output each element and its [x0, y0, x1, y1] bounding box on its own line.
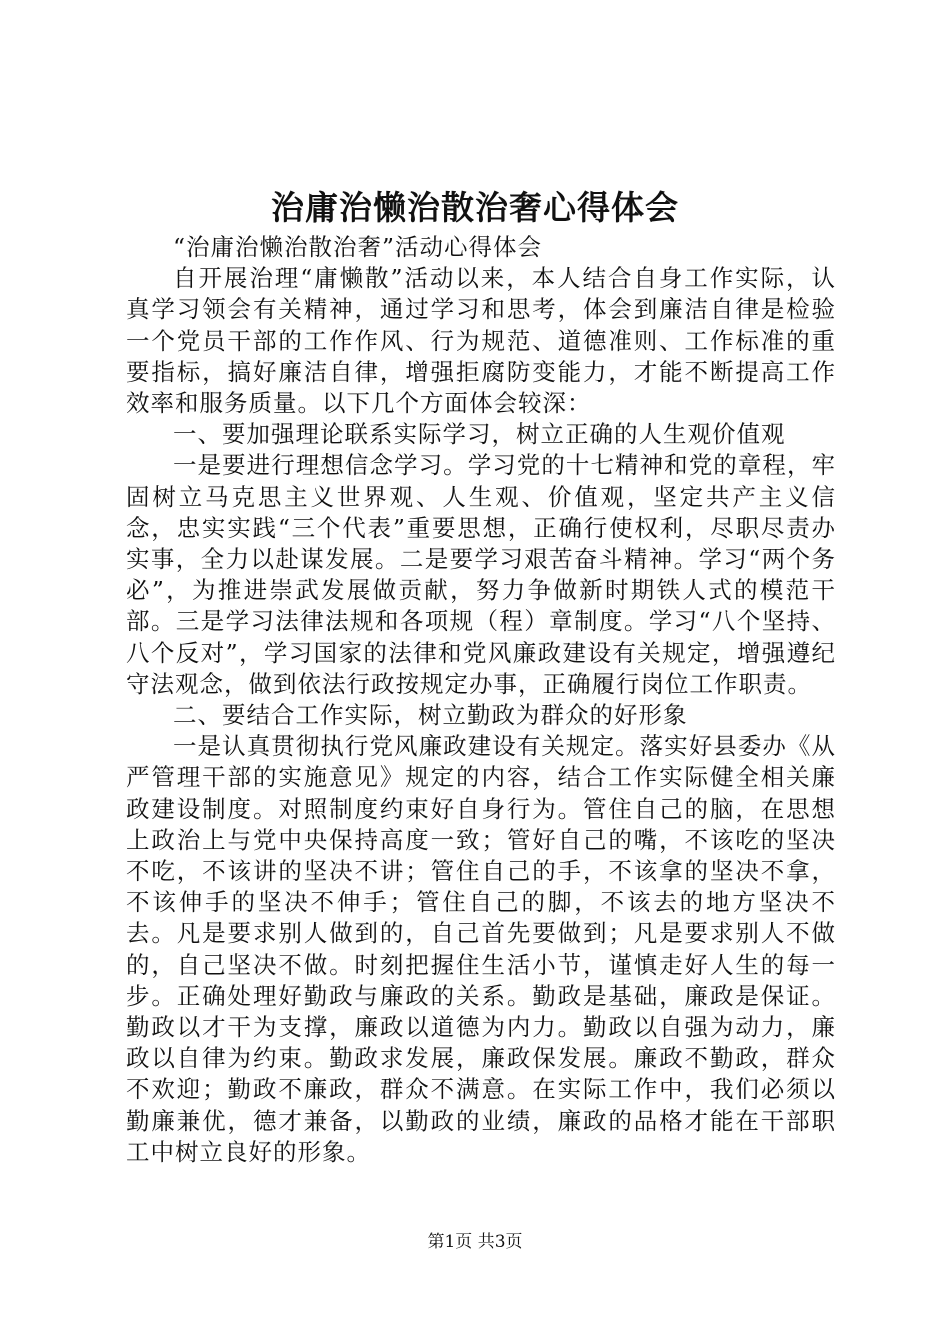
section-paragraph-2: 一是认真贯彻执行党风廉政建设有关规定。落实好县委办《从严管理干部的实施意见》规定的内容，结合工作实际健全相关廉政建设制度。对照制度约束好自身行为。管住自己的脑，在思想上政治上与党中央保持高度一致；管好自己的嘴，不该吃的坚决不吃，不该讲的坚决不讲；管住自己的手，不该拿的坚决不拿，不该伸手的坚决不伸手；管住自己的脚，不该去的地方坚决不去。凡是要求别人做到的，自己首先要做到；凡是要求别人不做的，自己坚决不做。时刻把握住生活小节，谨慎走好人生的每一步。正确处理好勤政与廉政的关系。勤政是基础，廉政是保证。勤政以才干为支撑，廉政以道德为内力。勤政以自强为动力，廉政以自律为约束。勤政求发展，廉政保发展。廉政不勤政，群众不欢迎；勤政不廉政，群众不满意。在实际工作中，我们必须以勤廉兼优，德才兼备，以勤政的业绩，廉政的品格才能在干部职工中树立良好的形象。	[126, 732, 836, 1166]
section-heading-1: 一、要加强理论联系实际学习，树立正确的人生观价值观	[173, 420, 786, 449]
intro-paragraph: 自开展治理“庸懒散”活动以来，本人结合自身工作实际，认真学习领会有关精神，通过学习和思考，体会到廉洁自律是检验一个党员干部的工作作风、行为规范、道德准则、工作标准的重要指标，搞好廉洁自律，增强拒腐防变能力，才能不断提高工作效率和服务质量。以下几个方面体会较深：	[126, 264, 836, 418]
page-footer: 第1页 共3页	[427, 1232, 523, 1252]
document-title: 治庸治懒治散治奢心得体会	[271, 188, 679, 227]
section-paragraph-1: 一是要进行理想信念学习。学习党的十七精神和党的章程，牢固树立马克思主义世界观、人生观、价值观，坚定共产主义信念，忠实实践“三个代表”重要思想，正确行使权利，尽职尽责办实事，全力以赴谋发展。二是要学习艰苦奋斗精神。学习“两个务必”，为推进崇武发展做贡献，努力争做新时期铁人式的模范干部。三是学习法律法规和各项规（程）章制度。学习“八个坚持、八个反对”，学习国家的法律和党风廉政建设有关规定，增强遵纪守法观念，做到依法行政按规定办事，正确履行岗位工作职责。	[126, 451, 836, 698]
subtitle-paragraph: “治庸治懒治散治奢”活动心得体会	[173, 233, 543, 261]
section-heading-2: 二、要结合工作实际，树立勤政为群众的好形象	[173, 701, 688, 730]
document-body	[126, 232, 836, 1168]
